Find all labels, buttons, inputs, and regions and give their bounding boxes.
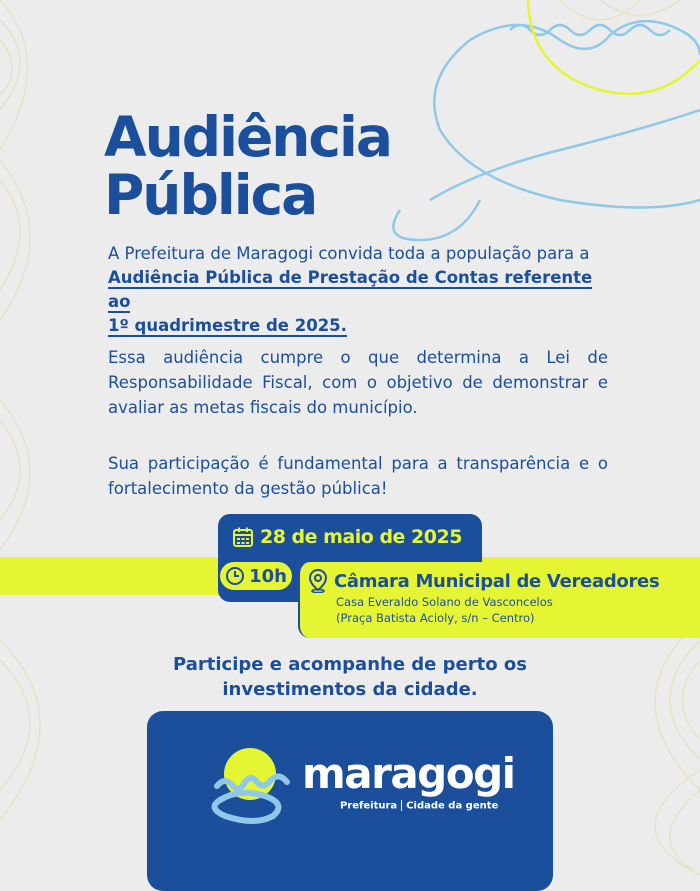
event-address-line-2: (Praça Batista Acioly, s/n – Centro) xyxy=(336,611,535,625)
calendar-icon xyxy=(232,526,254,548)
lrf-paragraph: Essa audiência cumpre o que determina a Lei de Responsabilidade Fiscal, com o objetivo de demonstrar e avaliar as metas fiscais do município. xyxy=(108,348,608,417)
logo-tagline xyxy=(340,800,498,812)
title-line-1: Audiência xyxy=(104,105,391,169)
intro-highlight-1: Audiência Pública de Prestação de Contas referente ao xyxy=(108,268,593,311)
event-venue xyxy=(308,569,659,593)
call-to-action xyxy=(100,652,600,702)
page-title xyxy=(104,105,391,227)
intro-paragraph xyxy=(108,242,608,338)
maragogi-logo-icon xyxy=(195,738,295,824)
logo-tagline-divider xyxy=(401,800,402,811)
logo-tagline-left: Prefeitura xyxy=(340,800,398,812)
event-venue-text: Câmara Municipal de Vereadores xyxy=(334,570,660,592)
map-pin-icon xyxy=(308,569,328,593)
event-time xyxy=(218,560,294,592)
cta-line-1: Participe e acompanhe de perto os xyxy=(173,654,527,675)
participation-paragraph: Sua participação é fundamental para a transparência e o fortalecimento da gestão pública! xyxy=(108,454,608,498)
title-line-2: Pública xyxy=(104,163,317,227)
event-date xyxy=(232,523,462,551)
intro-highlight-2: 1º quadrimestre de 2025. xyxy=(108,316,347,335)
cta-line-2: investimentos da cidade. xyxy=(222,679,478,700)
logo-tagline-right: Cidade da gente xyxy=(406,800,499,812)
event-address-line-1: Casa Everaldo Solano de Vasconcelos xyxy=(336,595,553,609)
logo-wordmark: maragogi xyxy=(302,749,515,798)
event-time-text: 10h xyxy=(249,565,287,587)
clock-icon xyxy=(225,566,245,586)
intro-lead: A Prefeitura de Maragogi convida toda a população para a xyxy=(108,244,590,263)
event-date-text: 28 de maio de 2025 xyxy=(260,526,462,548)
